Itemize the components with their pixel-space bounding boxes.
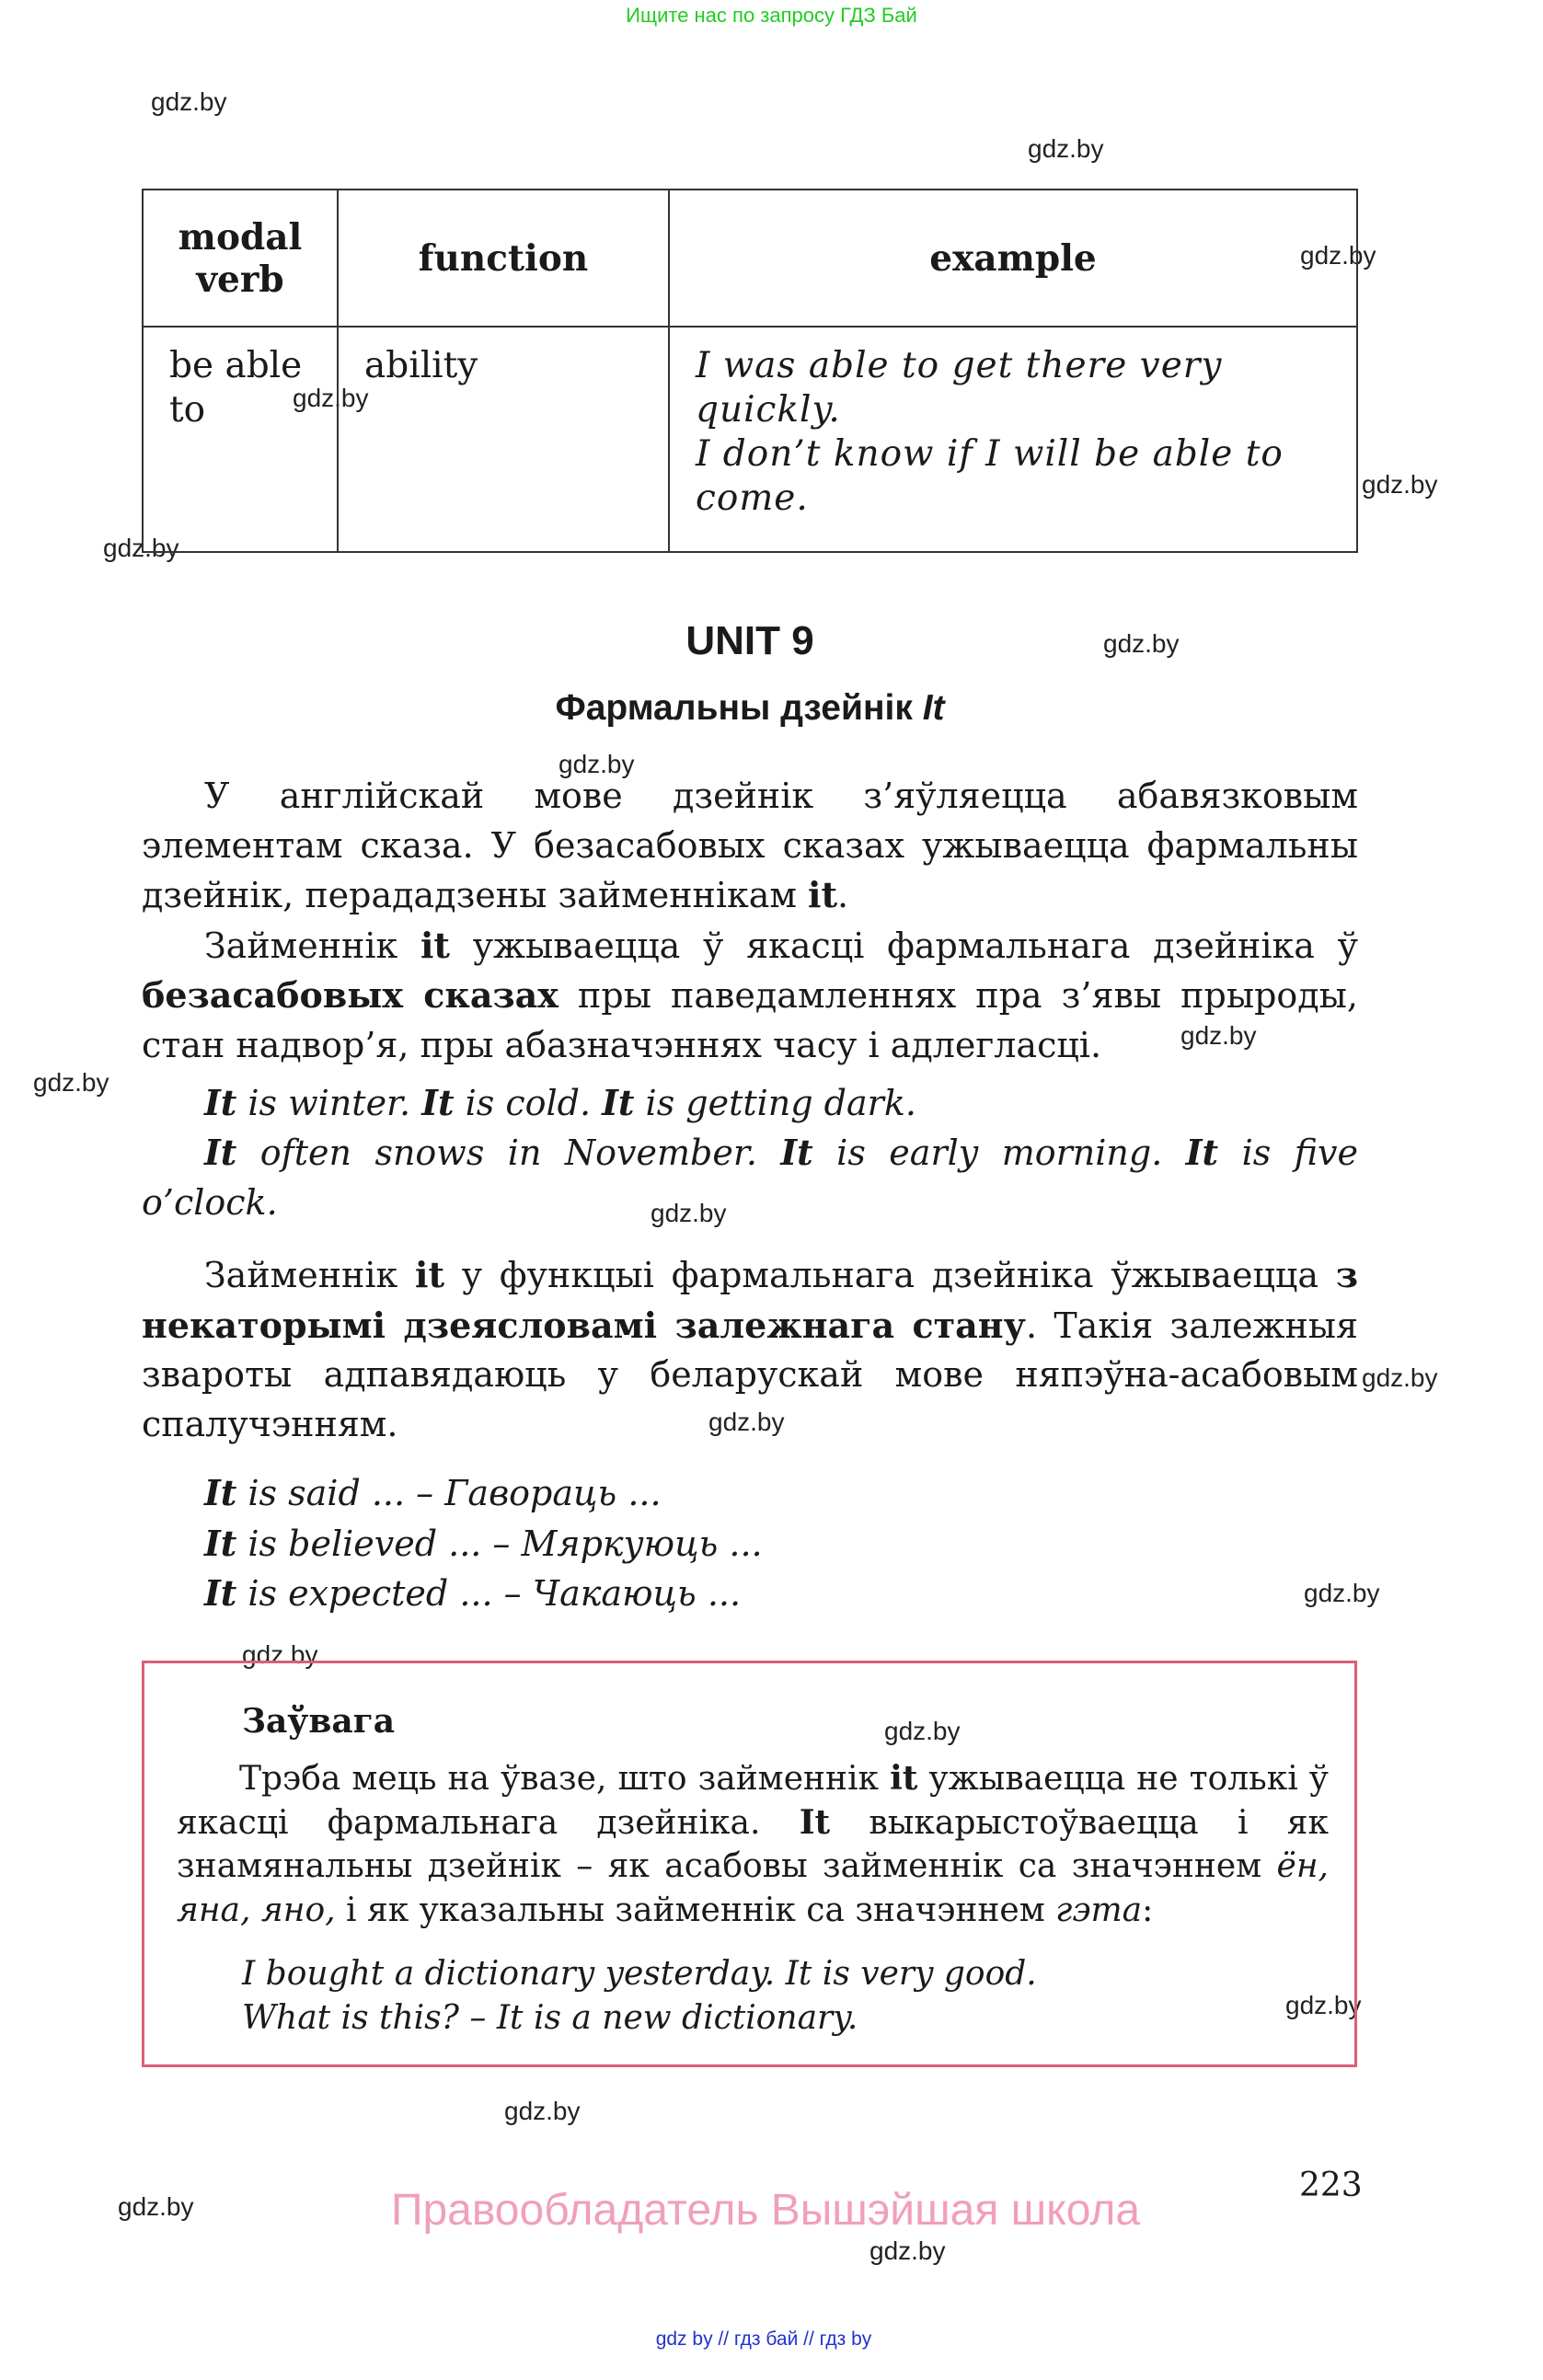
modal-verb-table <box>142 189 1358 553</box>
top-banner[interactable]: Ищите нас по запросу ГДЗ Бай <box>626 4 917 27</box>
example-2: I don’t know if I will be able to come. <box>696 433 1284 519</box>
watermark: gdz.by <box>103 534 179 562</box>
paragraph-1 <box>142 772 1358 1070</box>
header-example: example <box>669 190 1357 327</box>
link-gdz-by[interactable]: gdz by <box>655 2328 713 2350</box>
example-line: It is said ... – Гавораць ... <box>204 1472 662 1513</box>
passive-examples <box>204 1468 763 1619</box>
watermark: gdz.by <box>558 750 635 778</box>
example-line: It is believed ... – Мяркуюць ... <box>204 1522 763 1564</box>
watermark: gdz.by <box>1300 241 1376 270</box>
example-line: It is expected ... – Чакаюць ... <box>204 1572 742 1614</box>
copyright-notice: Правообладатель Вышэйшая школа <box>390 2186 1141 2235</box>
watermark: gdz.by <box>1362 1363 1438 1392</box>
section-title-it: It <box>922 688 945 728</box>
watermark: gdz.by <box>151 87 227 116</box>
text: пры паведамленнях пра з’явы прыроды, стан надвор’я, пры абазначэннях часу і адлегласці. <box>142 975 1358 1065</box>
section-title-text: Фармальны дзейнік <box>555 688 923 728</box>
watermark: gdz.by <box>1103 629 1180 658</box>
watermark: gdz.by <box>33 1068 109 1097</box>
table-row <box>143 327 1357 552</box>
bold-term: з некаторымі дзеясловамі залежнага стану <box>142 1254 1359 1346</box>
text: у функцыі фармальнага дзейніка ўжываецца <box>444 1255 1336 1295</box>
text: . Такія залежныя звароты адпавядаюць у беларускай мове няпэўна-асабовым спалучэнням. <box>142 1305 1358 1444</box>
example-line: It is winter. It is cold. It is getting dark. <box>204 1082 916 1123</box>
watermark: gdz.by <box>504 2097 581 2125</box>
text: ужываецца ў якасці фармальнага дзейніка ў <box>449 925 1359 966</box>
bold-it: it <box>808 874 838 915</box>
bottom-links <box>0 2328 1527 2351</box>
watermark: gdz.by <box>884 1717 961 1745</box>
example-1: I was able to get there very quickly. <box>696 345 1223 431</box>
watermark: gdz.by <box>1180 1021 1257 1050</box>
watermark: gdz.by <box>1362 470 1438 499</box>
header-text: modal <box>178 215 303 259</box>
link-gdz-bai[interactable]: гдз бай <box>733 2328 799 2350</box>
watermark: gdz.by <box>118 2192 194 2221</box>
watermark: gdz.by <box>242 1640 318 1669</box>
watermark: gdz.by <box>869 2236 946 2265</box>
watermark: gdz.by <box>293 384 369 412</box>
page-number: 223 <box>1299 2167 1363 2204</box>
watermark: gdz.by <box>1285 1991 1362 2019</box>
cell-function: ability <box>338 327 669 552</box>
bold-term: безасабовых сказах <box>142 974 558 1016</box>
header-text: verb <box>196 258 284 301</box>
text: . <box>837 875 849 915</box>
watermark: gdz.by <box>1304 1579 1380 1607</box>
text: Займеннік <box>204 925 420 966</box>
separator: // <box>798 2328 820 2350</box>
separator: // <box>712 2328 734 2350</box>
note-text: Трэба мець на ўвазе, што займеннік it ужываецца не толькі ў якасці фармальнага дзейніка. It выкарыстоўваецца і як знамянальны дзейнік – як асабовы займеннік са значэннем ён, яна, яно, і як указальны займеннік са значэннем гэта: <box>177 1759 1329 1929</box>
watermark: gdz.by <box>651 1199 727 1227</box>
example-line: What is this? – It is a new dictionary. <box>242 1998 858 2037</box>
example-line: I bought a dictionary yesterday. It is very good. <box>242 1955 1037 1993</box>
watermark: gdz.by <box>1028 134 1104 163</box>
bold-it: it <box>415 1254 445 1295</box>
table-header-row <box>143 190 1357 327</box>
link-gdz-by-ru[interactable]: гдз by <box>819 2328 872 2350</box>
note-title: Заўвага <box>242 1702 396 1741</box>
header-function: function <box>338 190 669 327</box>
header-modal-verb <box>143 190 338 327</box>
paragraph-3 <box>142 1250 1358 1449</box>
text: Займеннік <box>204 1255 416 1295</box>
cell-example <box>669 327 1357 552</box>
text: У англійскай мове дзейнік з’яўляецца абавязковым элементам сказа. У безасабовых сказах ужываецца фармальны дзейнік, перададзены займеннікам <box>142 776 1358 915</box>
section-title <box>0 688 1500 729</box>
watermark: gdz.by <box>708 1408 785 1436</box>
unit-title: UNIT 9 <box>685 618 814 663</box>
cell-verb: be able to <box>143 327 338 552</box>
bold-it: it <box>420 924 450 966</box>
example-line: It often snows in November. It is early morning. It is five o’clock. <box>142 1132 1358 1223</box>
note-box <box>142 1661 1357 2067</box>
note-examples <box>242 1952 1037 2040</box>
